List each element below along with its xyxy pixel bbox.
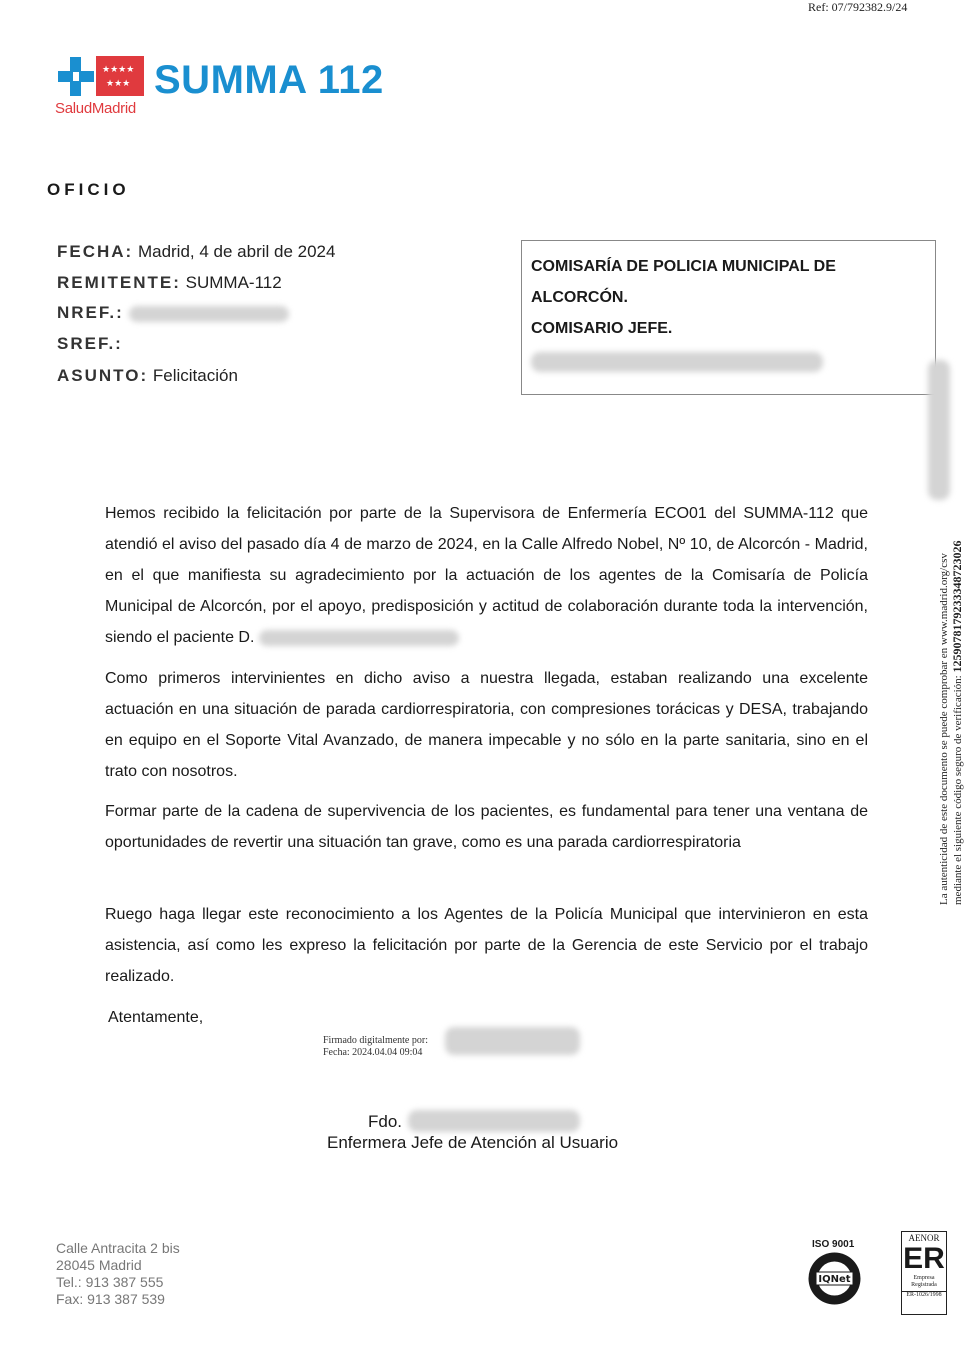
redacted-signer-name: [408, 1110, 580, 1132]
footer-address-1: Calle Antracita 2 bis: [56, 1240, 180, 1256]
summa-logo-icon: [56, 54, 146, 102]
footer-address-2: 28045 Madrid: [56, 1257, 142, 1273]
redacted-patient-name: [259, 630, 459, 646]
svg-text:★★★: ★★★: [106, 79, 131, 89]
recipient-line-1: COMISARÍA DE POLICIA MUNICIPAL DE: [531, 258, 836, 275]
verification-line-2-text: mediante el siguiente código seguro de verificación:: [952, 675, 964, 905]
logo-subtitle: SaludMadrid: [55, 100, 136, 117]
svg-text:★★★★: ★★★★: [102, 65, 135, 75]
redacted-verification-header: [928, 360, 950, 500]
redacted-recipient-address: [531, 352, 823, 372]
meta-fecha: [57, 242, 335, 262]
redacted-nref: [129, 306, 289, 322]
body-paragraph-1: [105, 498, 868, 653]
verification-text: [938, 541, 965, 905]
verification-code: 1259078179233348723026: [950, 540, 964, 673]
fecha-value: Madrid, 4 de abril de 2024: [137, 242, 336, 261]
body-paragraph-3: Formar parte de la cadena de supervivencia de los pacientes, es fundamental para tener una ventana de oportunidades de revertir una situación tan grave, como es una parada cardiorrespiratoria: [105, 803, 868, 851]
asunto-label: ASUNTO:: [57, 366, 149, 385]
verification-line-1: La autenticidad de este documento se puede comprobar en www.madrid.org/csv: [938, 553, 950, 905]
meta-remitente: [57, 273, 282, 293]
document-type: OFICIO: [47, 180, 130, 199]
footer-tel: Tel.: 913 387 555: [56, 1274, 164, 1290]
digital-signature-label: Firmado digitalmente por:: [323, 1035, 428, 1046]
nref-label: NREF.:: [57, 303, 124, 322]
meta-nref: [57, 303, 289, 323]
fecha-label: FECHA:: [57, 242, 134, 261]
aenor-er-icon: ER: [903, 1242, 945, 1275]
verification-line-2: [951, 541, 965, 905]
asunto-value: Felicitación: [152, 366, 238, 385]
iso-seal-text: IQNet: [818, 1274, 851, 1285]
meta-sref: [57, 334, 123, 354]
body-paragraph-2: Como primeros intervinientes en dicho aviso a nuestra llegada, estaban realizando una excelente actuación en una situación de parada cardiorrespiratoria, con compresiones torácicas y DESA, trabajando en equipo en el Soporte Vital Avanzado, de manera impecable y no sólo en la parte sanitaria, sino en el trato con nosotros.: [105, 670, 868, 780]
signer-role: Enfermera Jefe de Atención al Usuario: [327, 1133, 619, 1152]
recipient-line-2: ALCORCÓN.: [531, 289, 628, 306]
sref-label: SREF.:: [57, 334, 123, 353]
remitente-value: SUMMA-112: [185, 273, 282, 292]
aenor-sub: Empresa Registrada: [911, 1275, 937, 1288]
aenor-label: AENOR: [908, 1233, 940, 1243]
recipient-line-3: COMISARIO JEFE.: [531, 320, 673, 337]
meta-asunto: [57, 366, 238, 386]
fdo-label: Fdo.: [368, 1112, 403, 1131]
closing: Atentamente,: [108, 1009, 204, 1026]
logo-title: SUMMA 112: [154, 58, 384, 102]
aenor-badge: [901, 1231, 947, 1315]
body-paragraph-4: Ruego haga llegar este reconocimiento a los Agentes de la Policía Municipal que intervinieron en esta asistencia, así como les expreso la felicitación por parte de la Gerencia de este Servicio por el trabajo realizado.: [105, 906, 868, 985]
footer-fax: Fax: 913 387 539: [56, 1291, 165, 1307]
redacted-signer-digital: [445, 1027, 580, 1055]
aenor-code: ER-1026/1998: [902, 1291, 946, 1298]
digital-signature-date: Fecha: 2024.04.04 09:04: [323, 1047, 423, 1058]
iso-seal-icon: [807, 1251, 862, 1306]
remitente-label: REMITENTE:: [57, 273, 181, 292]
iso-label: ISO 9001: [812, 1239, 855, 1250]
body-paragraph-1-text: Hemos recibido la felicitación por parte de la Supervisora de Enfermería ECO01 del SUMMA-112 que atendió el aviso del pasado día 4 de marzo de 2024, en la Calle Alfredo Nobel, Nº 10, de Alcorcón - Madrid, en el que manifiesta su agradecimiento por la actuación de los agentes de la Comisaría de Policía Municipal de Alcorcón, por el apoyo, predisposición y actitud de colaboración durante toda la intervención, siendo el paciente D.: [105, 505, 868, 646]
document-reference: Ref: 07/792382.9/24: [808, 0, 908, 14]
